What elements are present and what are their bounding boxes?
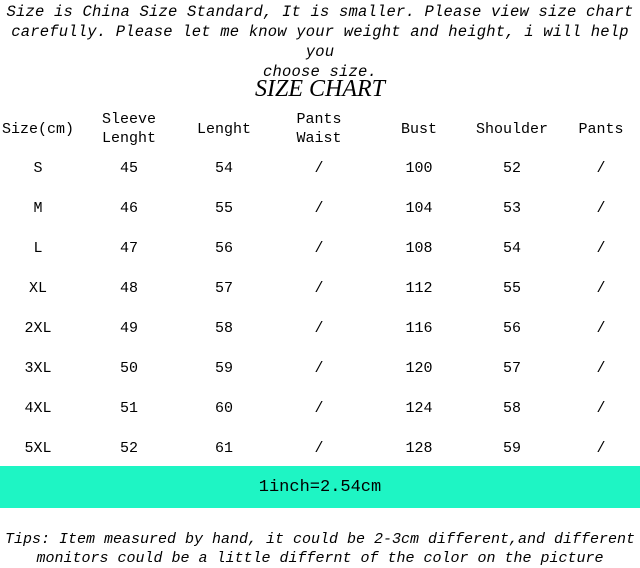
cell-sleeve-length: 49	[119, 319, 138, 337]
cell-length: 58	[214, 319, 233, 337]
cell-bust: 100	[405, 159, 433, 177]
cell-shoulder: 57	[502, 359, 521, 377]
cell-bust: 104	[405, 199, 433, 217]
cell-bust: 116	[405, 319, 433, 337]
cell-size: 4XL	[24, 399, 52, 417]
cell-pants-waist: /	[314, 159, 324, 177]
cell-bust: 108	[405, 239, 433, 257]
cell-size: 3XL	[24, 359, 52, 377]
cell-shoulder: 55	[502, 279, 521, 297]
cell-pants: /	[596, 359, 606, 377]
size-notice	[0, 2, 640, 82]
cell-pants-waist: /	[314, 199, 324, 217]
header-sleeve-length: Sleeve Lenght	[101, 111, 156, 147]
cell-shoulder: 56	[502, 319, 521, 337]
cell-sleeve-length: 47	[119, 239, 138, 257]
conversion-band	[0, 466, 640, 508]
cell-pants: /	[596, 239, 606, 257]
conversion-text: 1inch=2.54cm	[258, 477, 382, 497]
cell-shoulder: 58	[502, 399, 521, 417]
cell-pants: /	[596, 159, 606, 177]
table-row	[0, 228, 640, 268]
notice-line-1: Size is China Size Standard, It is smaller. Please view size chart	[6, 3, 634, 21]
cell-pants-waist: /	[314, 359, 324, 377]
cell-sleeve-length: 50	[119, 359, 138, 377]
table-row	[0, 188, 640, 228]
tips-text	[0, 530, 640, 568]
cell-length: 54	[214, 159, 233, 177]
cell-pants-waist: /	[314, 319, 324, 337]
table-row	[0, 308, 640, 348]
cell-size: 5XL	[24, 439, 52, 457]
cell-length: 61	[214, 439, 233, 457]
notice-line-3: choose size.	[262, 63, 378, 81]
notice-line-2: carefully. Please let me know your weight and height, i will help you	[11, 23, 629, 61]
table-header-row	[0, 110, 640, 148]
cell-size: M	[33, 199, 43, 217]
table-row	[0, 428, 640, 468]
cell-size: 2XL	[24, 319, 52, 337]
cell-pants: /	[596, 279, 606, 297]
chart-title: SIZE CHART	[254, 76, 385, 102]
cell-pants: /	[596, 399, 606, 417]
size-chart-table	[0, 110, 640, 468]
cell-pants: /	[596, 319, 606, 337]
table-row	[0, 148, 640, 188]
header-length: Lenght	[196, 120, 251, 138]
cell-size: XL	[28, 279, 47, 297]
header-bust: Bust	[400, 120, 437, 138]
cell-shoulder: 54	[502, 239, 521, 257]
cell-pants-waist: /	[314, 279, 324, 297]
tips-line-1: Tips: Item measured by hand, it could be 2-3cm different,and different	[4, 531, 636, 548]
cell-size: L	[33, 239, 43, 257]
header-pants: Pants	[578, 120, 624, 138]
cell-shoulder: 52	[502, 159, 521, 177]
cell-bust: 128	[405, 439, 433, 457]
cell-length: 56	[214, 239, 233, 257]
header-shoulder: Shoulder	[475, 120, 548, 138]
cell-bust: 112	[405, 279, 433, 297]
cell-pants: /	[596, 199, 606, 217]
cell-sleeve-length: 52	[119, 439, 138, 457]
cell-shoulder: 53	[502, 199, 521, 217]
cell-pants-waist: /	[314, 399, 324, 417]
cell-length: 59	[214, 359, 233, 377]
table-row	[0, 348, 640, 388]
header-size: Size(cm)	[1, 120, 74, 138]
cell-bust: 124	[405, 399, 433, 417]
cell-shoulder: 59	[502, 439, 521, 457]
cell-pants: /	[596, 439, 606, 457]
cell-bust: 120	[405, 359, 433, 377]
table-row	[0, 388, 640, 428]
tips-line-2: monitors could be a little differnt of the color on the picture	[36, 550, 604, 567]
table-body	[0, 148, 640, 468]
cell-pants-waist: /	[314, 439, 324, 457]
cell-size: S	[33, 159, 43, 177]
cell-length: 57	[214, 279, 233, 297]
cell-length: 60	[214, 399, 233, 417]
cell-sleeve-length: 51	[119, 399, 138, 417]
cell-sleeve-length: 48	[119, 279, 138, 297]
header-pants-waist: Pants Waist	[296, 111, 342, 147]
cell-sleeve-length: 46	[119, 199, 138, 217]
cell-pants-waist: /	[314, 239, 324, 257]
table-row	[0, 268, 640, 308]
cell-sleeve-length: 45	[119, 159, 138, 177]
cell-length: 55	[214, 199, 233, 217]
